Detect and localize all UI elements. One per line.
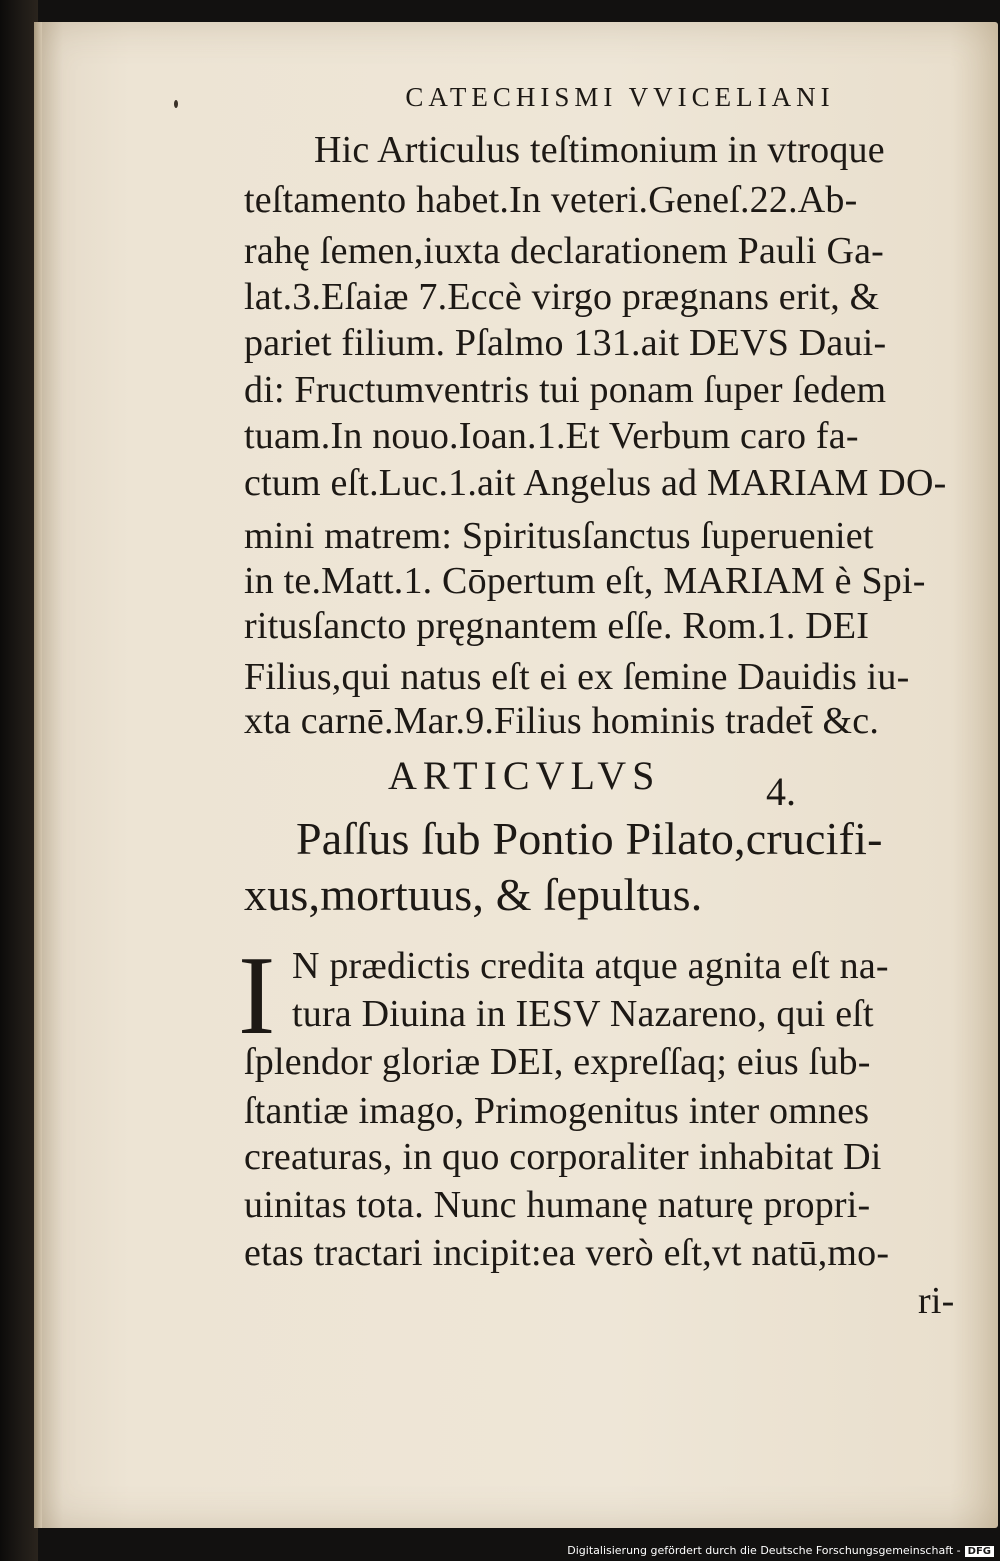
body-line-2: teſtamento habet.In veteri.Geneſ.22.Ab- <box>244 179 858 221</box>
body-line-13: xta carnē.Mar.9.Filius hominis tradet̄ &c. <box>244 700 880 742</box>
paragraph-line-7: etas tractari incipit:ea verò eſt,vt natū,mo- <box>244 1232 890 1274</box>
body-line-12: Filius,qui natus eſt ei ex ſemine Dauidis iu- <box>244 656 910 698</box>
body-line-11: ritusſancto pręgnantem eſſe. Rom.1. DEI <box>244 605 870 647</box>
dfg-logo: DFG <box>965 1546 994 1557</box>
body-line-5: pariet filium. Pſalmo 131.ait DEVS Daui- <box>244 322 887 364</box>
body-line-7: tuam.In nouo.Ioan.1.Et Verbum caro fa- <box>244 415 859 457</box>
running-header: CATECHISMI VVICELIANI <box>405 82 835 112</box>
body-line-3: rahę ſemen,iuxta declarationem Pauli Ga- <box>244 230 885 272</box>
catchword: ri- <box>918 1280 955 1322</box>
paragraph-line-1: N prædictis credita atque agnita eſt na- <box>292 945 889 987</box>
paragraph-line-5: creaturas, in quo corporaliter inhabitat Di <box>244 1136 882 1178</box>
body-line-9: mini matrem: Spiritusſanctus ſuperueniet <box>244 515 874 557</box>
drop-cap: I <box>238 934 276 1058</box>
article-title-line-1: Paſſus ſub Pontio Pilato,crucifi- <box>296 813 883 864</box>
ink-speck <box>174 100 178 108</box>
credit-text: Digitalisierung gefördert durch die Deutsche Forschungsgemeinschaft - <box>567 1544 961 1557</box>
book-spine <box>0 0 38 1561</box>
body-line-6: di: Fructumventris tui ponam ſuper ſedem <box>244 369 887 411</box>
body-line-1: Hic Articulus teſtimonium in vtroque <box>314 129 885 171</box>
digitization-credit <box>567 1544 994 1557</box>
paragraph-line-2: tura Diuina in IESV Nazareno, qui eſt <box>292 993 874 1035</box>
article-number: 4. <box>766 769 796 814</box>
paragraph-line-3: ſplendor gloriæ DEI, expreſſaq; eius ſub- <box>244 1041 871 1083</box>
paragraph-line-6: uinitas tota. Nunc humanę naturę propri- <box>244 1184 871 1226</box>
paragraph-line-4: ſtantiæ imago, Primogenitus inter omnes <box>244 1090 870 1132</box>
article-heading: ARTICVLVS <box>388 753 661 798</box>
page-edge <box>34 22 42 1528</box>
body-line-4: lat.3.Eſaiæ 7.Eccè virgo prægnans erit, & <box>244 276 880 318</box>
body-line-10: in te.Matt.1. Cōpertum eſt, MARIAM è Spi- <box>244 560 926 602</box>
body-line-8: ctum eſt.Luc.1.ait Angelus ad MARIAM DO- <box>244 462 947 504</box>
article-title-line-2: xus,mortuus, & ſepultus. <box>244 869 703 920</box>
